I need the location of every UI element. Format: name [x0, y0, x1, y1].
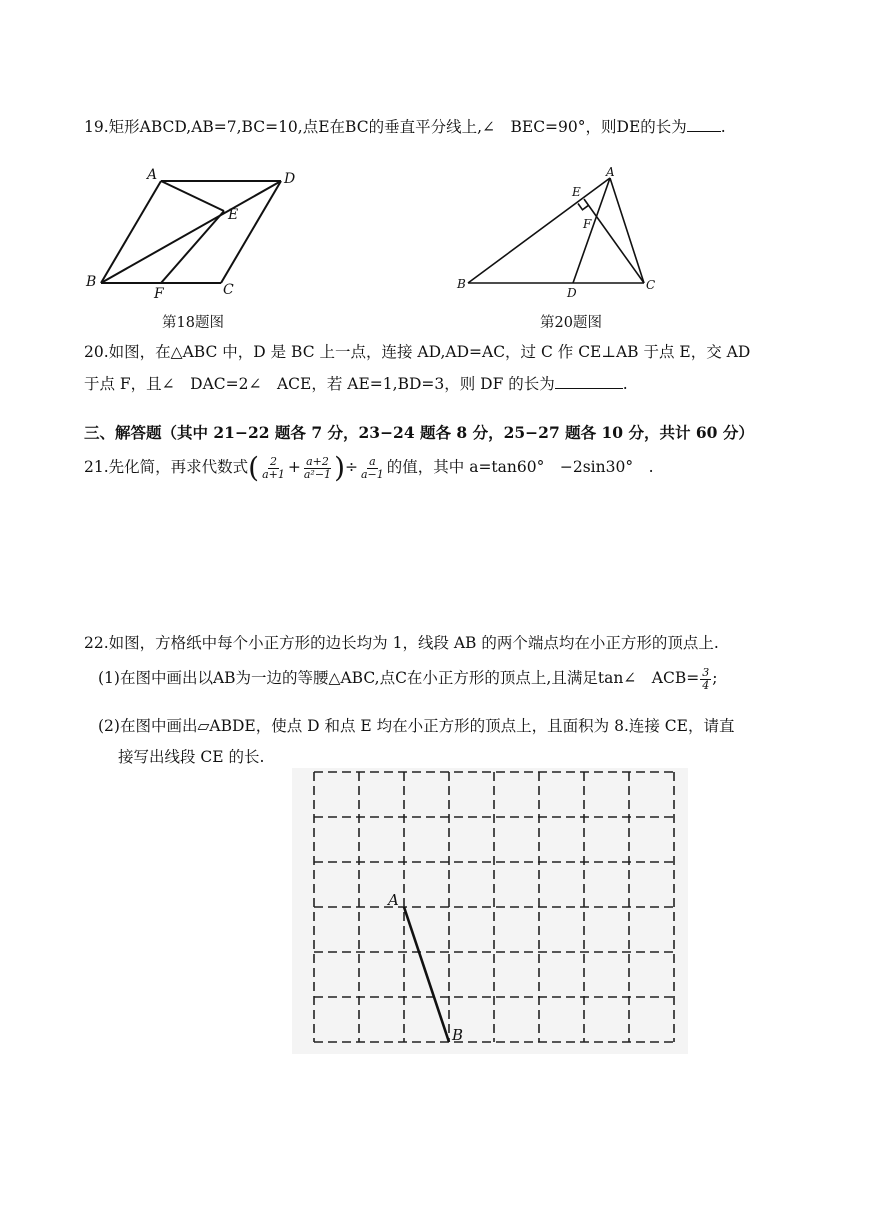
- fig18-label-f: F: [154, 286, 164, 302]
- fig20-segment-ce: [584, 199, 644, 283]
- figure-20: [452, 160, 667, 305]
- q21-f1-denominator: a+1: [262, 467, 285, 481]
- fig20-side-ac: [610, 178, 644, 283]
- q21-plus: +: [287, 458, 301, 476]
- fig18-label-e: E: [228, 207, 239, 223]
- q21-f3-numerator: a: [369, 454, 376, 468]
- q21-prefix: 21.先化简，再求代数式: [84, 458, 249, 476]
- fig18-label-d: D: [284, 171, 296, 187]
- section-3-heading: 三、解答题（其中 21−22 题各 7 分，23−24 题各 8 分，25−27 题各 10 分，共计 60 分）: [84, 423, 754, 442]
- q20-end: .: [622, 375, 628, 393]
- fig18-label-a: A: [147, 167, 158, 183]
- fig18-side-cd: [221, 181, 281, 283]
- q21-f1-numerator: 2: [269, 454, 277, 468]
- fig20-label-f: F: [583, 217, 592, 231]
- q19-text: 矩形ABCD,AB=7,BC=10,点E在BC的垂直平分线上,∠ BEC=90°，则DE的长为: [108, 118, 687, 136]
- fig18-label-b: B: [86, 274, 97, 290]
- fig18-segment-ae: [161, 181, 224, 211]
- q19-end: .: [720, 118, 726, 136]
- q21-suffix: 的值，其中 a=tan60° −2sin30° .: [386, 458, 654, 476]
- fig18-caption: 第18题图: [162, 315, 224, 331]
- question-21: [84, 452, 654, 482]
- q22-p1-denominator: 4: [702, 678, 710, 692]
- question-19: [84, 117, 726, 137]
- q22-p1-numerator: 3: [702, 665, 710, 679]
- fig18-segment-fe: [161, 211, 224, 283]
- q20-line1: 20.如图，在△ABC 中，D 是 BC 上一点，连接 AD,AD=AC，过 C 作 CE⊥AB 于点 E，交 AD: [84, 343, 751, 361]
- q21-left-paren: (: [248, 451, 260, 484]
- q22-line1: 22.如图，方格纸中每个小正方形的边长均为 1，线段 AB 的两个端点均在小正方形的顶点上.: [84, 634, 719, 652]
- grid-label-b: B: [452, 1026, 464, 1044]
- q20-answer-blank: [555, 374, 623, 389]
- grid-figure: [292, 768, 688, 1054]
- fig20-label-c: C: [646, 278, 656, 292]
- fig20-label-d: D: [567, 286, 577, 300]
- q22-part2-line2: 接写出线段 CE 的长.: [118, 748, 265, 766]
- fig18-side-ab: [101, 181, 161, 283]
- fig20-caption: 第20题图: [540, 315, 602, 331]
- fig18-label-c: C: [223, 282, 234, 298]
- q21-divide: ÷: [345, 458, 358, 476]
- q20-line2: [84, 374, 628, 394]
- fig20-label-a: A: [606, 165, 615, 179]
- q19-number: 19.: [84, 118, 109, 136]
- q22-part1-end: ;: [712, 669, 718, 687]
- q22-part2-line1: (2)在图中画出▱ABDE，使点 D 和点 E 均在小正方形的顶点上，且面积为 8.连接 CE，请直: [98, 717, 735, 735]
- figure-18: [84, 165, 304, 305]
- fig20-label-e: E: [572, 185, 581, 199]
- grid-label-a: A: [388, 891, 399, 909]
- q20-line2-text: 于点 F，且∠ DAC=2∠ ACE，若 AE=1,BD=3，则 DF 的长为: [84, 375, 555, 393]
- q21-fraction-1: [260, 456, 287, 481]
- q22-part1: [98, 665, 717, 692]
- q21-fraction-3: [359, 456, 386, 481]
- q21-right-paren: ): [334, 451, 345, 484]
- q21-fraction-2: [302, 456, 333, 481]
- q22-part1-fraction: [700, 667, 711, 692]
- fig20-label-b: B: [457, 277, 466, 291]
- q21-f2-numerator: a+2: [306, 454, 329, 468]
- q21-f2-denominator: a²−1: [303, 467, 332, 481]
- q22-part1-text: (1)在图中画出以AB为一边的等腰△ABC,点C在小正方形的顶点上,且满足tan∠ ACB=: [98, 669, 700, 687]
- q19-answer-blank: [687, 117, 721, 132]
- q21-f3-denominator: a−1: [361, 467, 384, 481]
